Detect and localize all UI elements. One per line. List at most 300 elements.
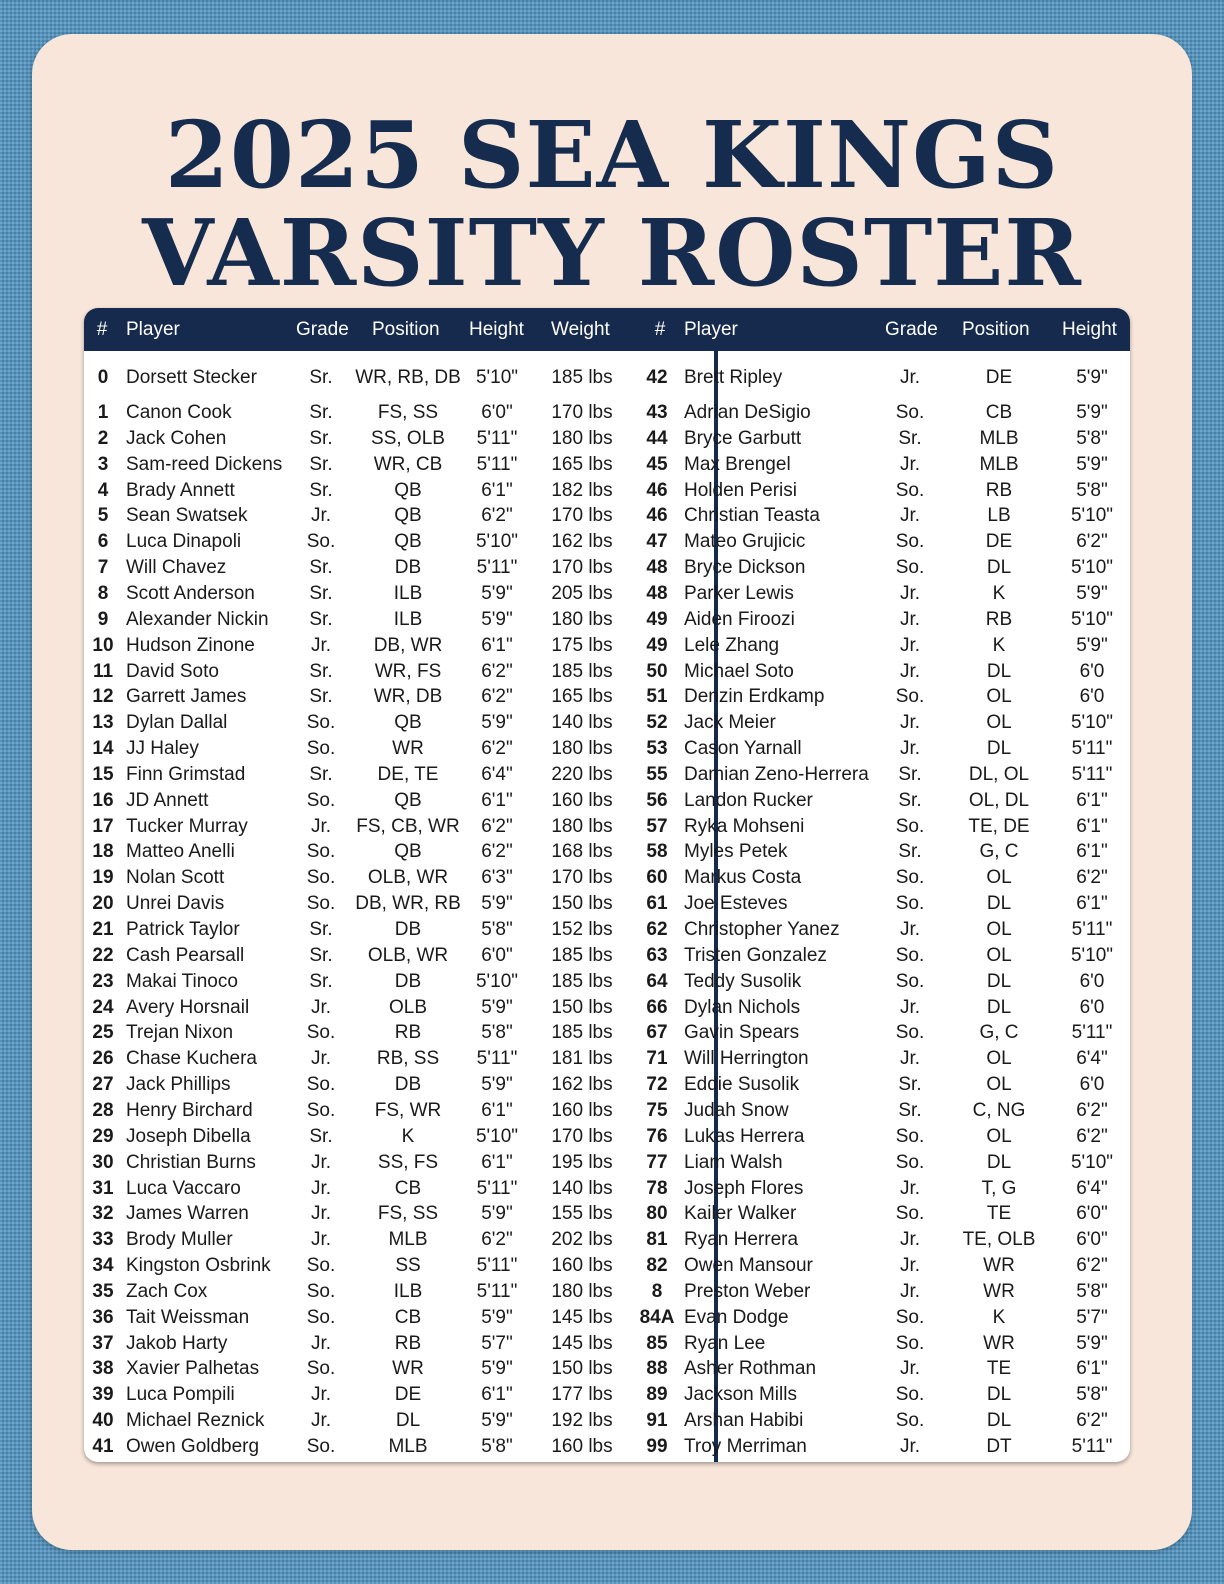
player-position: WR	[392, 738, 424, 760]
player-height: 5'7"	[481, 1332, 513, 1354]
player-position: MLB	[979, 453, 1019, 475]
player-height: 5'11"	[476, 1177, 518, 1199]
player-height: 5'8"	[1076, 1280, 1108, 1302]
player-position: DE	[985, 531, 1013, 553]
player-height: 6'3"	[481, 867, 513, 889]
player-name: Cason Yarnall	[684, 738, 802, 760]
player-name: Denzin Erdkamp	[684, 686, 825, 708]
player-weight: 160 lbs	[551, 1436, 613, 1457]
player-position: DB, WR, RB	[355, 893, 461, 915]
header-position-right: Position	[962, 319, 1030, 340]
player-position: DL	[986, 660, 1012, 682]
player-number: 32	[92, 1203, 114, 1225]
player-grade: Sr.	[309, 919, 333, 940]
player-grade: Jr.	[310, 505, 332, 527]
header-position: Position	[372, 319, 440, 340]
player-weight: 165 lbs	[551, 686, 613, 708]
player-position: G, C	[979, 1022, 1019, 1044]
player-name: Liam Walsh	[684, 1151, 783, 1173]
player-name: JD Annett	[126, 789, 209, 811]
player-height: 6'1"	[481, 789, 513, 811]
player-number: 89	[646, 1384, 668, 1406]
player-name: Brody Muller	[126, 1229, 233, 1251]
table-row	[84, 1200, 1130, 1226]
player-position: ILB	[393, 582, 423, 604]
player-name: Evan Dodge	[684, 1306, 789, 1328]
player-name: Tait Weissman	[126, 1306, 250, 1328]
player-number: 99	[646, 1436, 668, 1457]
player-name: Arshan Habibi	[684, 1410, 804, 1432]
player-position: FS, SS	[377, 402, 439, 423]
player-name: Dylan Dallal	[126, 712, 228, 734]
player-height: 5'7"	[1076, 1306, 1108, 1328]
player-grade: Sr.	[309, 582, 333, 604]
player-height: 5'9"	[481, 1410, 513, 1432]
player-number: 53	[646, 738, 668, 760]
table-row	[84, 1123, 1130, 1149]
player-name: Owen Mansour	[684, 1255, 813, 1277]
player-name: Asher Rothman	[684, 1358, 817, 1380]
player-position: WR, FS	[374, 660, 442, 682]
player-position: TE	[986, 1358, 1012, 1380]
player-height: 6'0"	[1076, 1229, 1108, 1251]
player-weight: 170 lbs	[551, 402, 613, 423]
player-position: DL	[986, 1151, 1012, 1173]
player-height: 5'9"	[481, 582, 513, 604]
player-height: 5'10"	[1070, 1151, 1114, 1173]
player-name: Luca Pompili	[126, 1384, 235, 1406]
player-grade: Sr.	[309, 686, 333, 708]
player-height: 5'10"	[475, 367, 519, 388]
player-number: 6	[97, 531, 109, 553]
player-number: 66	[646, 996, 668, 1018]
player-position: G, C	[979, 841, 1019, 863]
player-number: 72	[646, 1074, 668, 1096]
player-position: OLB, WR	[367, 944, 449, 966]
table-row	[84, 709, 1130, 735]
player-name: JJ Haley	[126, 738, 199, 760]
player-height: 6'1"	[481, 1151, 513, 1173]
player-height: 5'11"	[476, 557, 518, 579]
player-weight: 150 lbs	[551, 893, 613, 915]
player-number: 19	[92, 867, 114, 889]
player-number: 25	[92, 1022, 114, 1044]
player-grade: Jr.	[310, 1203, 332, 1225]
player-height: 5'11"	[1071, 1436, 1113, 1457]
player-position: CB	[985, 402, 1013, 423]
player-position: MLB	[979, 427, 1019, 449]
table-row	[84, 916, 1130, 942]
player-number: 52	[646, 712, 668, 734]
player-name: Luca Vaccaro	[126, 1177, 241, 1199]
player-number: 57	[646, 815, 668, 837]
player-name: Zach Cox	[126, 1280, 208, 1302]
player-weight: 150 lbs	[551, 996, 613, 1018]
player-number: 21	[92, 919, 114, 940]
player-name: David Soto	[126, 660, 219, 682]
player-grade: Jr.	[310, 1177, 332, 1199]
player-position: DB, WR	[373, 634, 443, 656]
player-position: WR	[983, 1255, 1015, 1277]
player-grade: So.	[895, 686, 925, 708]
player-position: FS, SS	[377, 1203, 439, 1225]
player-position: QB	[394, 505, 422, 527]
player-number: 33	[92, 1229, 114, 1251]
player-number: 0	[97, 367, 109, 388]
table-row	[84, 1355, 1130, 1381]
player-grade: Jr.	[899, 738, 921, 760]
table-row	[84, 1278, 1130, 1304]
player-height: 6'4"	[481, 763, 513, 785]
player-name: Joseph Dibella	[126, 1125, 251, 1147]
player-position: OL, DL	[968, 789, 1030, 811]
player-number: 40	[92, 1410, 114, 1432]
player-grade: Jr.	[899, 1280, 921, 1302]
player-height: 6'2"	[481, 1229, 513, 1251]
player-height: 5'10"	[475, 970, 519, 992]
player-height: 5'11"	[1071, 763, 1113, 785]
player-grade: So.	[895, 557, 925, 579]
player-name: Eddie Susolik	[684, 1074, 800, 1096]
player-position: DL	[986, 557, 1012, 579]
player-name: Bryce Garbutt	[684, 427, 802, 449]
player-grade: So.	[306, 1099, 336, 1121]
player-position: K	[992, 634, 1006, 656]
player-height: 6'0"	[481, 402, 513, 423]
player-height: 6'0	[1079, 686, 1105, 708]
player-height: 5'10"	[1070, 712, 1114, 734]
player-position: OL	[986, 686, 1012, 708]
table-row	[84, 942, 1130, 968]
player-height: 5'9"	[1076, 634, 1108, 656]
player-grade: Sr.	[309, 427, 333, 449]
player-height: 5'9"	[481, 608, 513, 630]
player-weight: 177 lbs	[551, 1384, 613, 1406]
player-position: DE	[394, 1384, 422, 1406]
player-position: CB	[394, 1306, 422, 1328]
player-number: 39	[92, 1384, 114, 1406]
player-grade: So.	[895, 1384, 925, 1406]
header-player-right: Player	[684, 319, 738, 340]
player-number: 58	[646, 841, 668, 863]
player-position: T, G	[981, 1177, 1017, 1199]
player-weight: 185 lbs	[551, 660, 613, 682]
player-weight: 220 lbs	[551, 763, 613, 785]
player-name: Michael Soto	[684, 660, 794, 682]
player-name: Dorsett Stecker	[126, 367, 257, 388]
player-number: 10	[92, 634, 114, 656]
player-number: 3	[97, 453, 109, 475]
player-name: Ryan Herrera	[684, 1229, 799, 1251]
player-position: QB	[394, 712, 422, 734]
table-row	[84, 1045, 1130, 1071]
player-weight: 162 lbs	[551, 531, 613, 553]
player-number: 42	[646, 367, 668, 388]
player-height: 5'8"	[481, 1022, 513, 1044]
player-number: 1	[97, 402, 109, 423]
player-name: Joseph Flores	[684, 1177, 804, 1199]
player-grade: Sr.	[309, 402, 333, 423]
player-position: DB	[394, 919, 422, 940]
table-header	[84, 308, 1130, 351]
player-grade: So.	[895, 1203, 925, 1225]
player-grade: So.	[895, 1125, 925, 1147]
player-number: 24	[92, 996, 114, 1018]
player-number: 43	[646, 402, 668, 423]
player-height: 5'8"	[481, 1436, 513, 1457]
player-number: 61	[646, 893, 668, 915]
header-number-right: #	[654, 319, 666, 340]
player-weight: 185 lbs	[551, 970, 613, 992]
player-height: 5'9"	[481, 893, 513, 915]
player-number: 85	[646, 1332, 668, 1354]
player-position: MLB	[388, 1229, 428, 1251]
player-height: 5'11"	[1071, 738, 1113, 760]
player-weight: 140 lbs	[551, 1177, 613, 1199]
player-name: Holden Perisi	[684, 479, 797, 501]
player-grade: Sr.	[309, 970, 333, 992]
table-row	[84, 528, 1130, 554]
player-position: OL	[986, 712, 1012, 734]
player-weight: 145 lbs	[551, 1306, 613, 1328]
header-number: #	[96, 319, 108, 340]
table-row	[84, 1226, 1130, 1252]
player-name: Joe Esteves	[684, 893, 788, 915]
player-grade: Jr.	[899, 634, 921, 656]
player-name: Judah Snow	[684, 1099, 789, 1121]
player-height: 6'1"	[1076, 893, 1108, 915]
player-grade: So.	[895, 867, 925, 889]
player-number: 15	[92, 763, 114, 785]
player-number: 60	[646, 867, 668, 889]
player-number: 51	[646, 686, 668, 708]
player-grade: Jr.	[899, 1358, 921, 1380]
player-number: 14	[92, 738, 114, 760]
player-grade: Sr.	[309, 367, 333, 388]
player-number: 47	[646, 531, 668, 553]
player-height: 6'0	[1079, 1074, 1105, 1096]
header-height-right: Height	[1062, 319, 1117, 340]
player-number: 20	[92, 893, 114, 915]
player-name: Luca Dinapoli	[126, 531, 242, 553]
player-weight: 185 lbs	[551, 367, 613, 388]
player-position: OL	[986, 919, 1012, 940]
player-number: 75	[646, 1099, 668, 1121]
player-name: Alexander Nickin	[126, 608, 269, 630]
player-grade: Jr.	[310, 1332, 332, 1354]
player-grade: Jr.	[310, 1048, 332, 1070]
player-position: LB	[987, 505, 1011, 527]
player-number: 78	[646, 1177, 668, 1199]
player-height: 6'1"	[481, 1099, 513, 1121]
player-number: 18	[92, 841, 114, 863]
table-row	[84, 787, 1130, 813]
player-number: 7	[97, 557, 109, 579]
table-row	[84, 1330, 1130, 1356]
player-weight: 181 lbs	[551, 1048, 613, 1070]
table-row	[84, 1381, 1130, 1407]
player-height: 6'0	[1079, 660, 1105, 682]
table-row	[84, 1252, 1130, 1278]
player-position: ILB	[393, 608, 423, 630]
player-number: 81	[646, 1229, 668, 1251]
player-name: Owen Goldberg	[126, 1436, 260, 1457]
roster-title	[32, 101, 1192, 307]
player-number: 82	[646, 1255, 668, 1277]
player-grade: Jr.	[899, 996, 921, 1018]
player-weight: 192 lbs	[551, 1410, 613, 1432]
player-name: Preston Weber	[684, 1280, 811, 1302]
player-grade: Jr.	[899, 919, 921, 940]
player-position: SS	[395, 1255, 421, 1277]
player-name: Canon Cook	[126, 402, 232, 423]
player-weight: 180 lbs	[551, 427, 613, 449]
player-grade: Jr.	[899, 1048, 921, 1070]
player-position: RB	[394, 1022, 422, 1044]
header-height: Height	[469, 319, 524, 340]
player-height: 6'2"	[481, 505, 513, 527]
player-name: Adrian DeSigio	[684, 402, 811, 423]
player-position: DL	[395, 1410, 421, 1432]
player-height: 5'10"	[475, 531, 519, 553]
player-name: James Warren	[126, 1203, 249, 1225]
player-grade: So.	[306, 1306, 336, 1328]
player-position: DL	[986, 970, 1012, 992]
player-name: Sean Swatsek	[126, 505, 248, 527]
player-grade: Sr.	[898, 1099, 922, 1121]
player-height: 5'11"	[1071, 1022, 1113, 1044]
player-position: TE	[986, 1203, 1012, 1225]
player-name: Nolan Scott	[126, 867, 225, 889]
player-position: QB	[394, 479, 422, 501]
player-name: Michael Reznick	[126, 1410, 265, 1432]
player-position: RB	[985, 608, 1013, 630]
player-position: C, NG	[972, 1099, 1026, 1121]
player-height: 5'9"	[481, 1306, 513, 1328]
player-position: K	[992, 1306, 1006, 1328]
player-name: Scott Anderson	[126, 582, 255, 604]
player-grade: So.	[895, 893, 925, 915]
player-name: Landon Rucker	[684, 789, 813, 811]
player-name: Chase Kuchera	[126, 1048, 257, 1070]
player-position: DL	[986, 1384, 1012, 1406]
player-height: 6'2"	[481, 841, 513, 863]
table-row	[84, 735, 1130, 761]
header-weight: Weight	[551, 319, 610, 340]
player-name: Kailer Walker	[684, 1203, 797, 1225]
player-name: Christian Teasta	[684, 505, 820, 527]
table-row	[84, 632, 1130, 658]
table-row	[84, 1175, 1130, 1201]
player-height: 6'2"	[481, 815, 513, 837]
player-height: 5'10"	[1070, 505, 1114, 527]
player-height: 6'0	[1079, 996, 1105, 1018]
player-height: 5'9"	[1076, 1332, 1108, 1354]
player-grade: So.	[306, 712, 336, 734]
player-position: OL	[986, 944, 1012, 966]
player-position: WR	[983, 1280, 1015, 1302]
player-height: 5'11"	[476, 1280, 518, 1302]
player-position: TE, OLB	[962, 1229, 1036, 1251]
player-height: 5'11"	[476, 1048, 518, 1070]
player-weight: 145 lbs	[551, 1332, 613, 1354]
player-height: 6'2"	[481, 738, 513, 760]
player-height: 6'1"	[481, 479, 513, 501]
player-height: 5'8"	[481, 919, 513, 940]
player-height: 5'11"	[476, 427, 518, 449]
player-height: 6'2"	[1076, 1410, 1108, 1432]
player-name: Parker Lewis	[684, 582, 794, 604]
player-number: 49	[646, 634, 668, 656]
player-grade: Jr.	[899, 660, 921, 682]
player-grade: Sr.	[898, 763, 922, 785]
player-height: 6'0"	[1076, 1203, 1108, 1225]
table-row	[84, 968, 1130, 994]
player-weight: 175 lbs	[551, 634, 613, 656]
player-name: Xavier Palhetas	[126, 1358, 260, 1380]
player-position: DE, TE	[377, 763, 439, 785]
player-number: 30	[92, 1151, 114, 1173]
player-weight: 160 lbs	[551, 789, 613, 811]
player-position: TE, DE	[968, 815, 1030, 837]
player-name: Garrett James	[126, 686, 247, 708]
player-position: DT	[986, 1436, 1012, 1457]
player-weight: 180 lbs	[551, 608, 613, 630]
player-weight: 165 lbs	[551, 453, 613, 475]
player-number: 63	[646, 944, 668, 966]
table-row	[84, 477, 1130, 503]
player-name: Lukas Herrera	[684, 1125, 805, 1147]
player-number: 9	[97, 608, 109, 630]
player-grade: Sr.	[898, 1074, 922, 1096]
header-grade: Grade	[296, 319, 349, 340]
player-position: QB	[394, 531, 422, 553]
table-row	[84, 813, 1130, 839]
player-position: FS, CB, WR	[356, 815, 460, 837]
player-number: 8	[97, 582, 109, 604]
player-height: 5'9"	[481, 1358, 513, 1380]
player-grade: So.	[306, 1436, 336, 1457]
player-position: RB, SS	[376, 1048, 440, 1070]
player-grade: Jr.	[899, 1177, 921, 1199]
player-height: 5'9"	[1076, 582, 1108, 604]
player-grade: So.	[895, 531, 925, 553]
player-grade: Sr.	[309, 763, 333, 785]
player-height: 6'0"	[481, 944, 513, 966]
player-name: Jack Meier	[684, 712, 776, 734]
player-grade: Sr.	[309, 660, 333, 682]
player-number: 67	[646, 1022, 668, 1044]
player-grade: So.	[895, 479, 925, 501]
player-number: 36	[92, 1306, 114, 1328]
player-grade: Sr.	[309, 608, 333, 630]
player-position: DB	[394, 1074, 422, 1096]
table-row	[84, 1149, 1130, 1175]
player-number: 56	[646, 789, 668, 811]
player-position: RB	[394, 1332, 422, 1354]
player-position: DL, OL	[968, 763, 1030, 785]
player-number: 62	[646, 919, 668, 940]
player-number: 80	[646, 1203, 668, 1225]
player-grade: So.	[895, 1410, 925, 1432]
player-number: 49	[646, 608, 668, 630]
player-height: 5'9"	[481, 1203, 513, 1225]
player-name: Christopher Yanez	[684, 919, 840, 940]
player-number: 4	[97, 479, 109, 501]
player-height: 6'4"	[1076, 1048, 1108, 1070]
player-position: WR, DB	[373, 686, 443, 708]
player-weight: 180 lbs	[551, 738, 613, 760]
